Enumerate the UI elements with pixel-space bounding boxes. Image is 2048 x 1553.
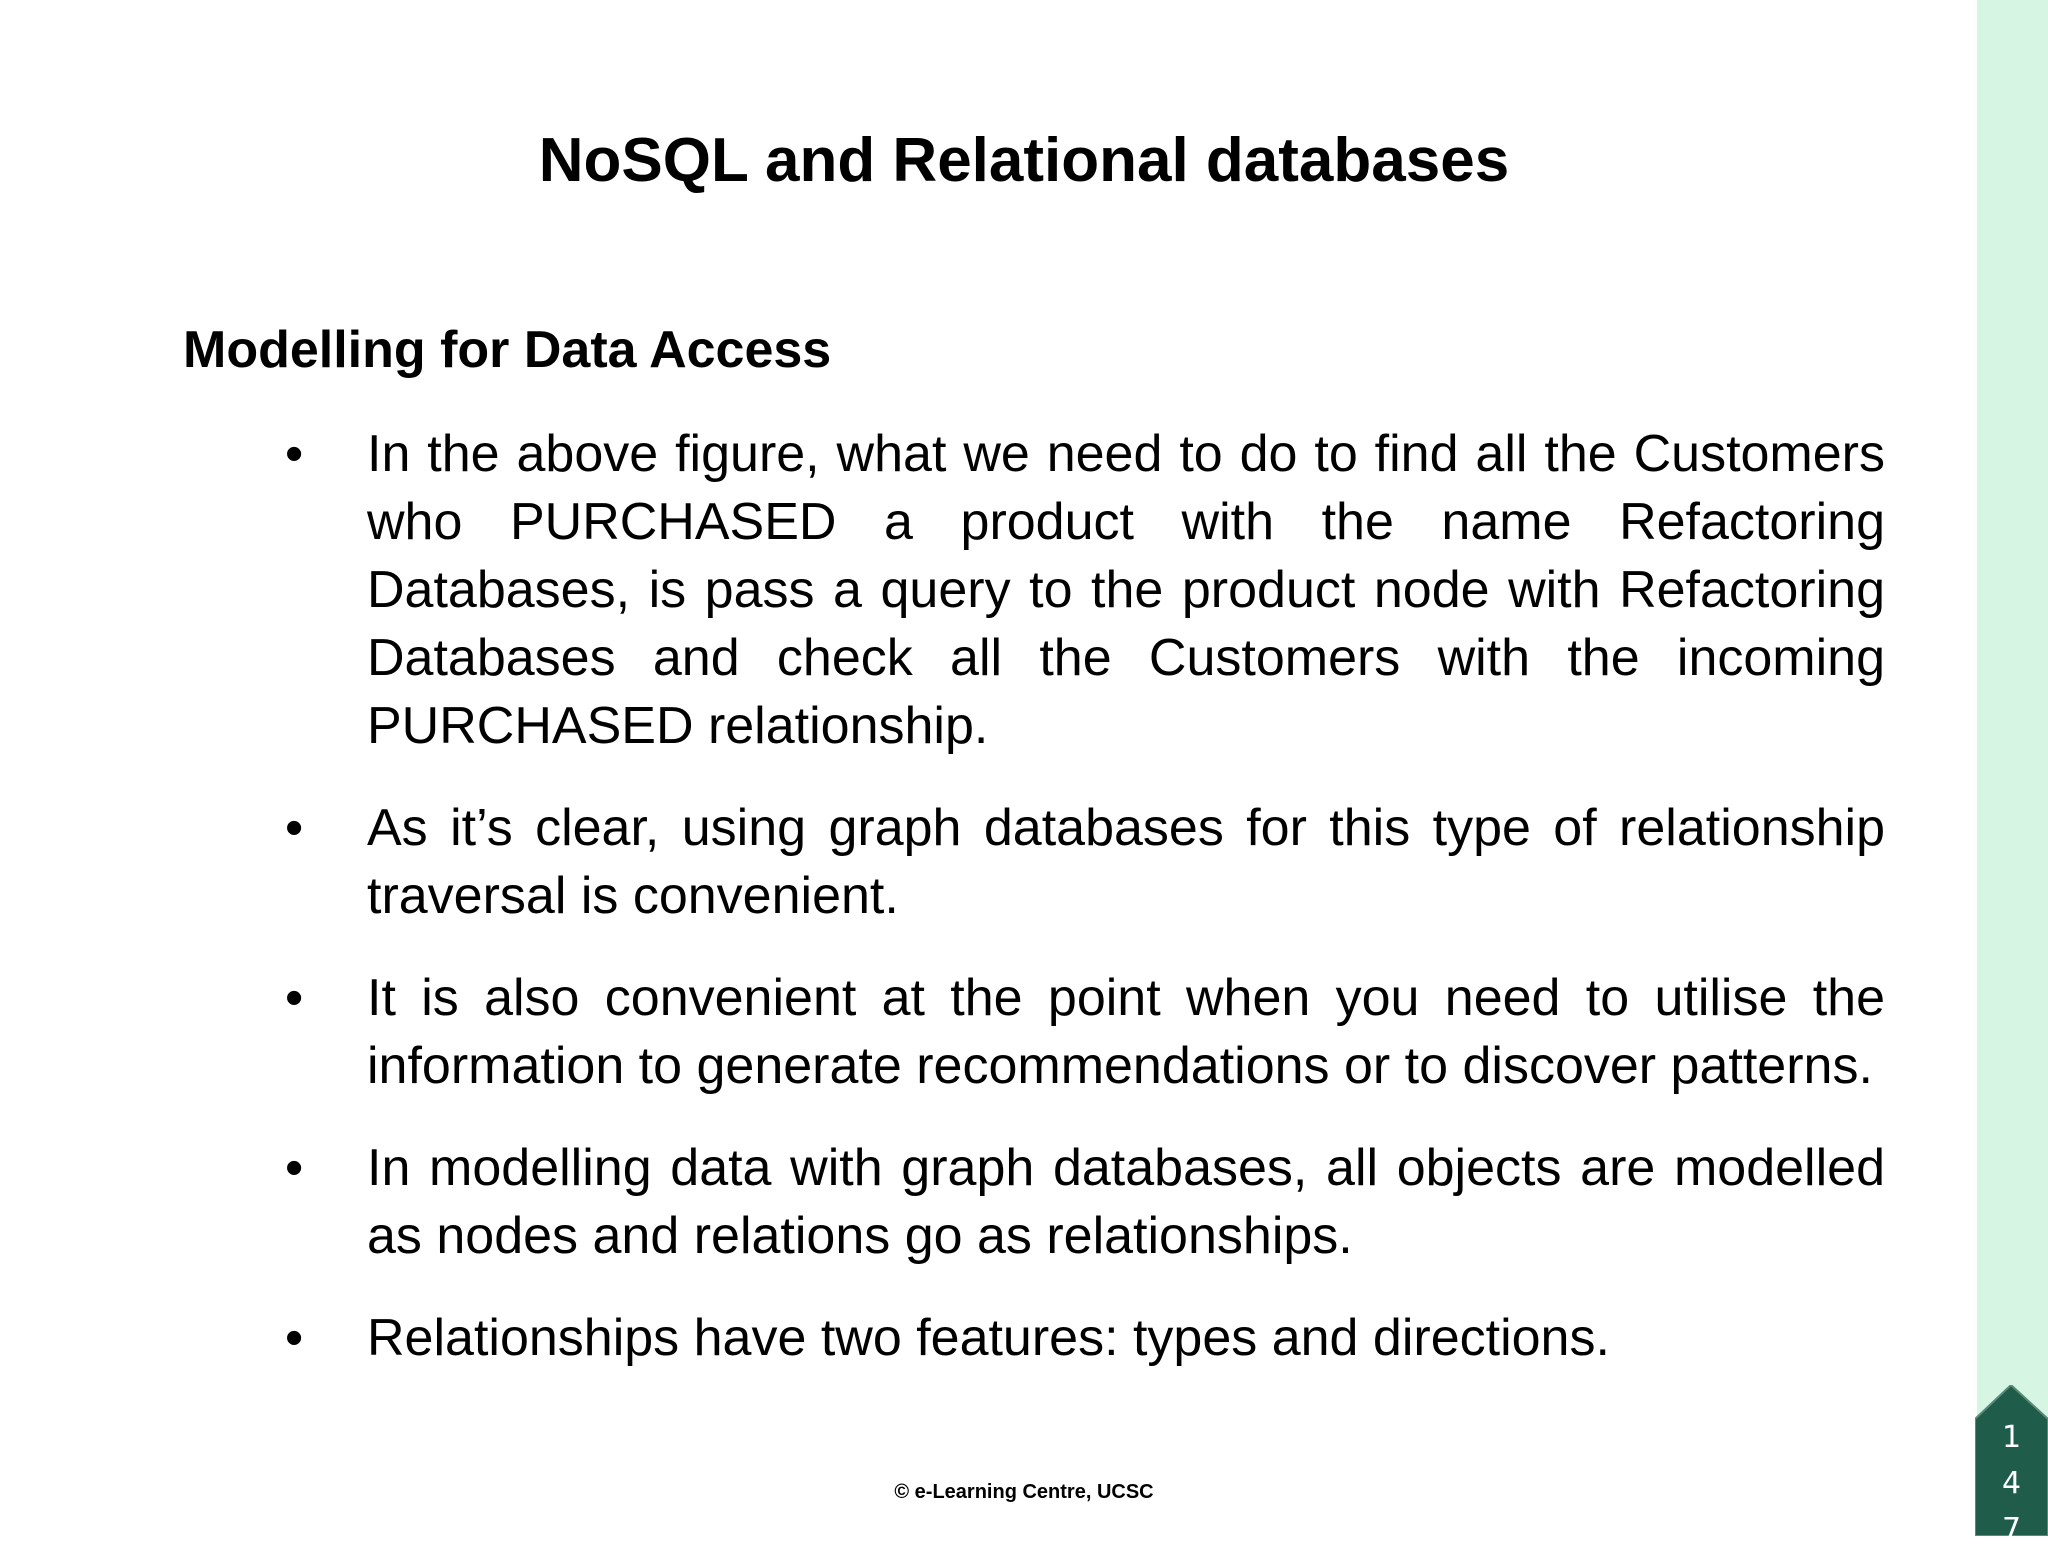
page-number-badge — [1975, 1385, 2048, 1547]
page-digit: 4 — [2001, 1466, 2022, 1501]
section-heading: Modelling for Data Access — [183, 321, 832, 379]
page-number — [1975, 1415, 2048, 1553]
bullet-list — [0, 420, 2048, 1406]
bullet-dot-icon: • — [285, 799, 304, 857]
bullet-dot-icon: • — [285, 969, 304, 1027]
bullet-text: In the above figure, what we need to do to find all the Customers who PURCHASED a product with the name Refactoring Databases, is pass a query to the product node with Refactoring Databases and check all the Customers with the incoming PURCHASED relationship. — [367, 425, 1885, 755]
bullet-text: Relationships have two features: types and directions. — [367, 1309, 1610, 1367]
page-digit: 1 — [2001, 1420, 2022, 1455]
bullet-item — [0, 794, 1885, 930]
bullet-text: As it’s clear, using graph databases for this type of relationship traversal is convenient. — [367, 799, 1885, 925]
bullet-dot-icon: • — [285, 425, 304, 483]
bullet-item — [0, 1304, 1885, 1372]
bullet-item — [0, 964, 1885, 1100]
footer-copyright: © e-Learning Centre, UCSC — [894, 1481, 1154, 1503]
bullet-dot-icon: • — [285, 1139, 304, 1197]
bullet-item — [0, 420, 1885, 760]
page-digit: 7 — [2001, 1512, 2022, 1547]
bullet-text: It is also convenient at the point when you need to utilise the information to generate recommendations or to discover patterns. — [367, 969, 1885, 1095]
bullet-dot-icon: • — [285, 1309, 304, 1367]
slide-title: NoSQL and Relational databases — [538, 126, 1510, 195]
bullet-text: In modelling data with graph databases, all objects are modelled as nodes and relations go as relationships. — [367, 1139, 1885, 1265]
bullet-item — [0, 1134, 1885, 1270]
